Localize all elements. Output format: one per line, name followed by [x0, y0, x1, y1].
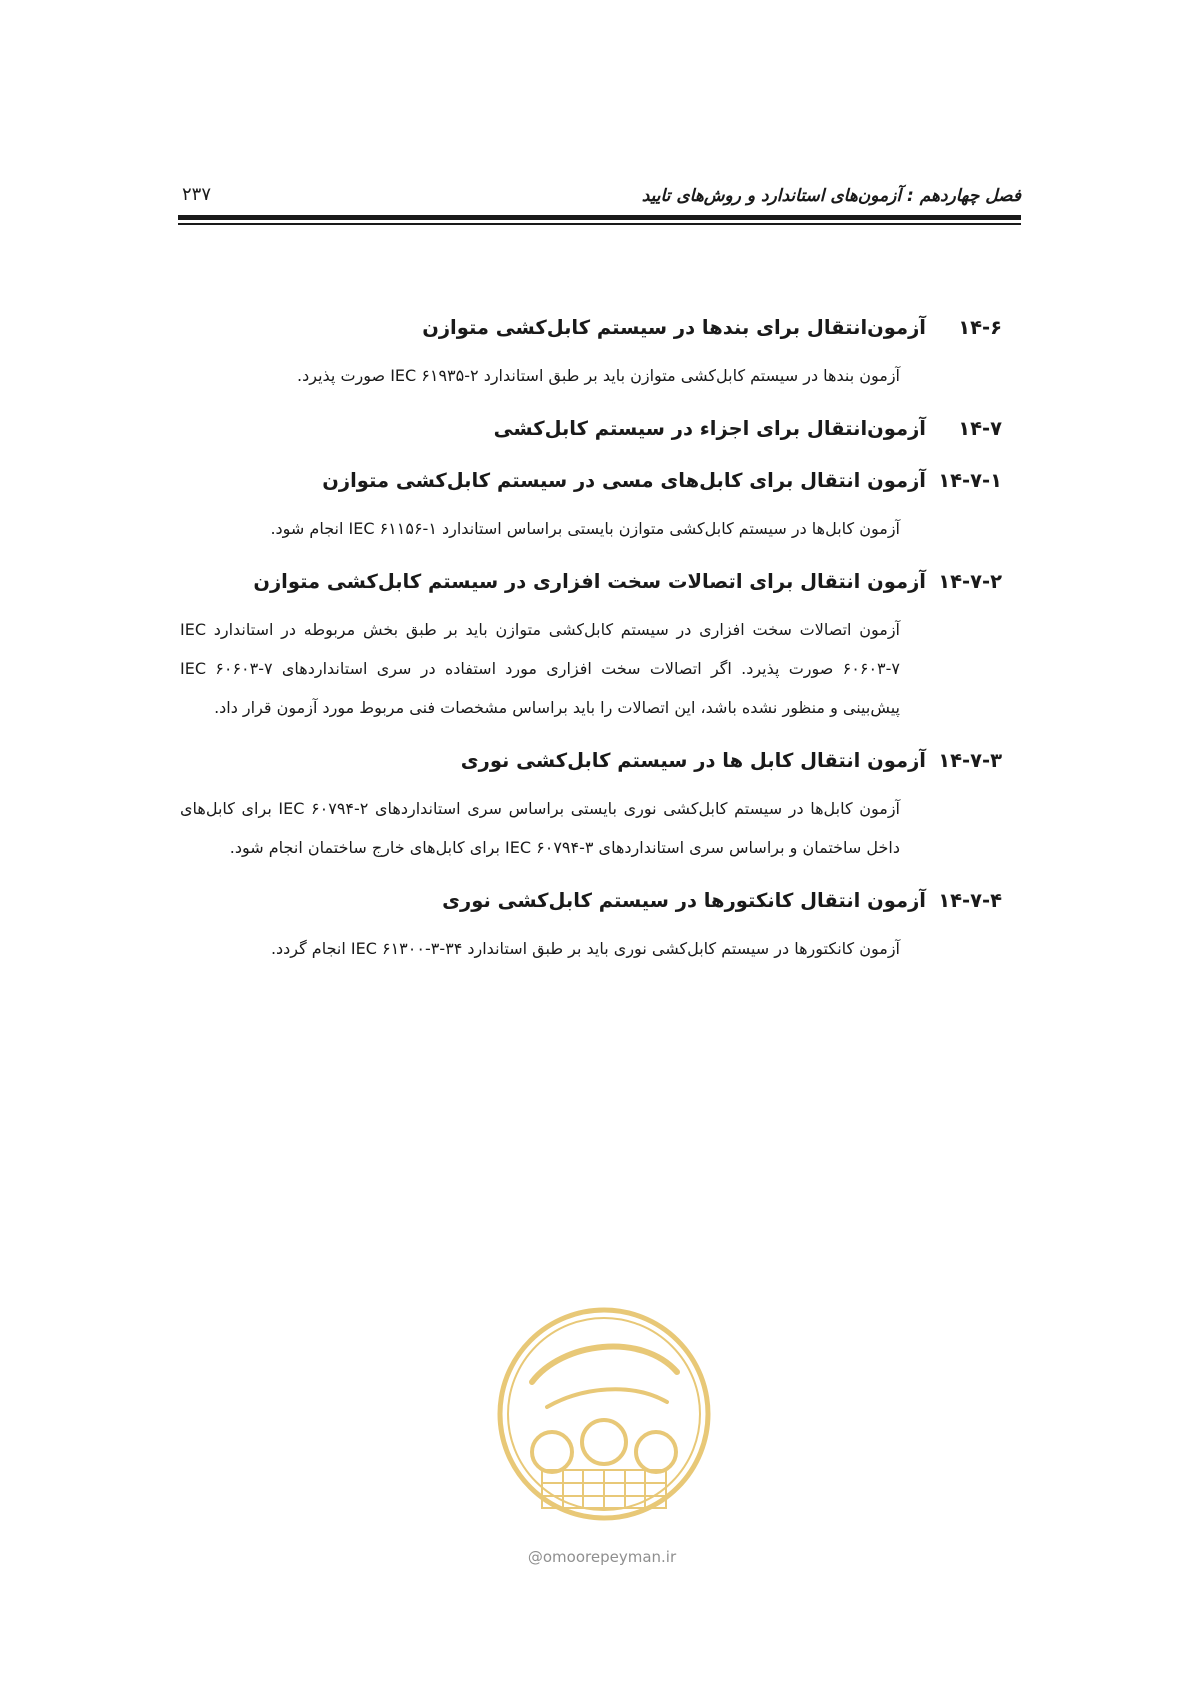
section-heading	[180, 564, 1020, 600]
section-body: آزمون کانکتورها در سیستم کابل‌کشی نوری باید بر طبق استاندارد IEC ۶۱۳۰۰-۳-۳۴ انجام گردد.	[270, 939, 900, 958]
section-title: آزمون انتقال برای کابل‌های مسی در سیستم کابل‌کشی متوازن	[322, 469, 926, 492]
section-title: آزمون‌انتقال برای بندها در سیستم کابل‌کشی متوازن	[422, 316, 926, 339]
section-body: آزمون بندها در سیستم کابل‌کشی متوازن باید بر طبق استاندارد IEC ۶۱۹۳۵-۲ صورت پذیرد.	[297, 366, 900, 385]
page-number: ۲۳۷	[182, 184, 212, 205]
section-number: ۱۴-۷	[958, 417, 1002, 440]
header-rule-thin	[178, 223, 1021, 225]
section-number: ۱۴-۷-۱	[938, 469, 1002, 492]
section-body: آزمون کابل‌ها در سیستم کابل‌کشی متوازن بایستی براساس استاندارد IEC ۶۱۱۵۶-۱ انجام شود.	[270, 519, 900, 538]
section	[180, 463, 1020, 548]
section-number: ۱۴-۷-۲	[938, 570, 1002, 593]
section-heading	[180, 463, 1020, 499]
chapter-title: فصل چهاردهم : آزمون‌های استاندارد و روش‌های تایید	[641, 186, 1021, 206]
section-title: آزمون انتقال کابل ها در سیستم کابل‌کشی نوری	[460, 749, 926, 772]
section	[180, 564, 1020, 727]
watermark-caption: @omoorepeyman.ir	[527, 1548, 677, 1566]
section-title: آزمون‌انتقال برای اجزاء در سیستم کابل‌کشی	[493, 417, 926, 440]
section-heading	[180, 883, 1020, 919]
section-body: آزمون اتصالات سخت افزاری در سیستم کابل‌کشی متوازن باید بر طبق بخش مربوطه در استاندارد IEC ۶۰۶۰۳-۷ صورت پذیرد. اگر اتصالات سخت افزاری مورد استفاده در سری استانداردهای IEC ۶۰۶۰۳-۷ پیش‌بینی و منظور نشده باشد، این اتصالات را باید براساس مشخصات فنی مربوط مورد آزمون قرار داد.	[180, 620, 900, 717]
section-heading	[180, 743, 1020, 779]
section	[180, 411, 1020, 447]
section-body: آزمون کابل‌ها در سیستم کابل‌کشی نوری بایستی براساس سری استانداردهای IEC ۶۰۷۹۴-۲ برای کابل‌های داخل ساختمان و براساس سری استانداردهای IEC ۶۰۷۹۴-۳ برای کابل‌های خارج ساختمان انجام شود.	[180, 799, 900, 857]
header-rule	[178, 215, 1021, 220]
section-heading	[180, 411, 1020, 447]
section-number: ۱۴-۷-۴	[938, 889, 1002, 912]
section-title: آزمون انتقال برای اتصالات سخت افزاری در سیستم کابل‌کشی متوازن	[253, 570, 926, 593]
section	[180, 310, 1020, 395]
section	[180, 883, 1020, 968]
document-body	[180, 310, 1020, 984]
section-number: ۱۴-۷-۳	[938, 749, 1002, 772]
section-number: ۱۴-۶	[958, 316, 1002, 339]
watermark-logo	[492, 1302, 716, 1526]
section-heading	[180, 310, 1020, 346]
section-title: آزمون انتقال کانکتورها در سیستم کابل‌کشی نوری	[442, 889, 926, 912]
section	[180, 743, 1020, 867]
